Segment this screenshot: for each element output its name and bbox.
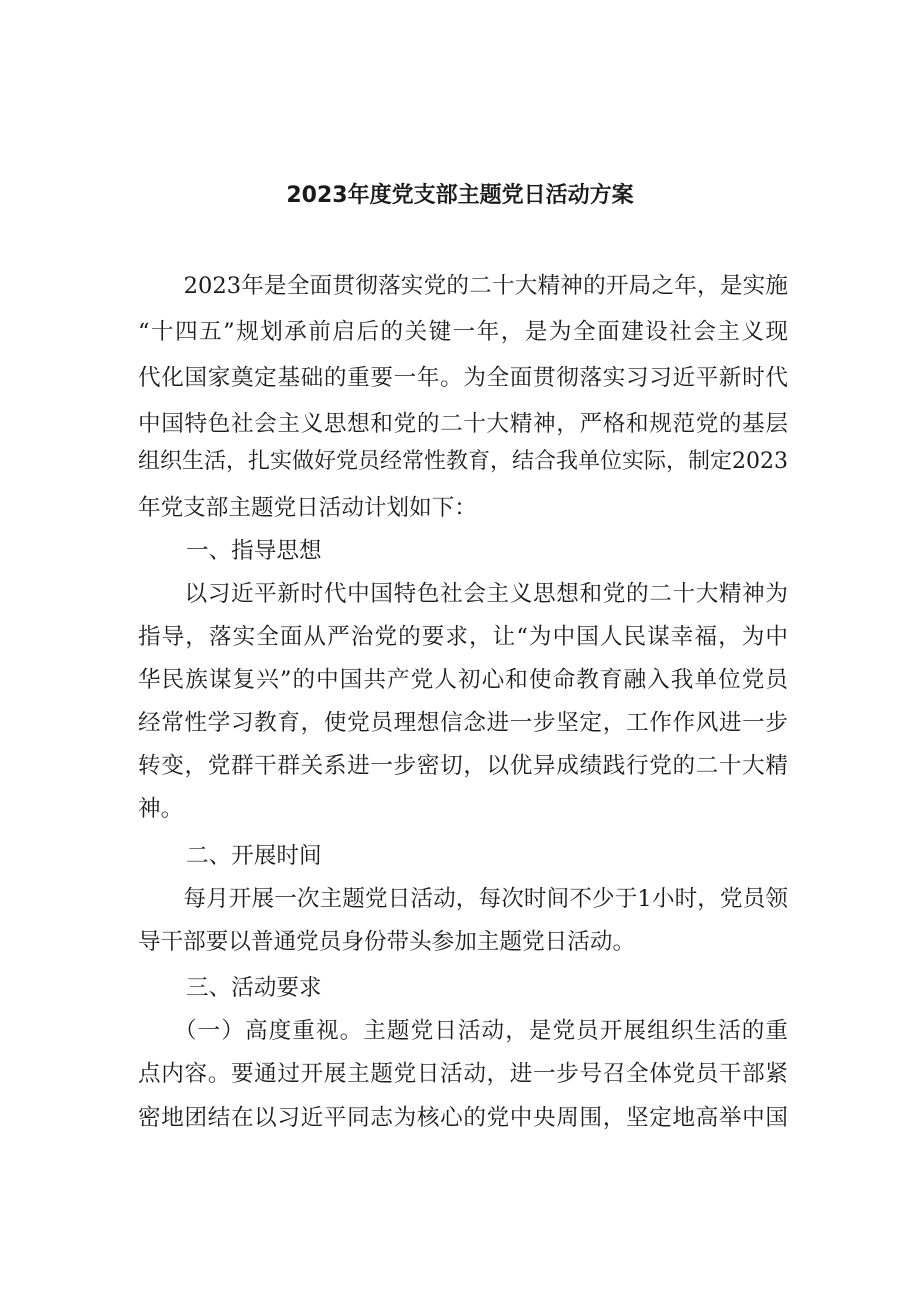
section1-line-4: 经常性学习教育，使党员理想信念进一步坚定，工作作风进一步: [138, 710, 788, 736]
intro-line-5: 组织生活，扎实做好党员经常性教育，结合我单位实际，制定2023: [138, 449, 788, 474]
section1-line-3: 华民族谋复兴”的中国共产党人初心和使命教育融入我单位党员: [138, 667, 788, 693]
intro-line-6: 年党支部主题党日活动计划如下：: [138, 495, 477, 521]
document-title: 2023年度党支部主题党日活动方案: [286, 183, 634, 208]
section3-line-2: 点内容。要通过开展主题党日活动，进一步号召全体党员干部紧: [138, 1061, 788, 1087]
section-heading-requirements: 三、活动要求: [186, 975, 322, 1001]
section3-line-3: 密地团结在以习近平同志为核心的党中央周围，坚定地高举中国: [138, 1105, 788, 1131]
section1-line-6: 神。: [138, 796, 184, 822]
section2-line-1: 每月开展一次主题党日活动，每次时间不少于1小时，党员领: [138, 886, 788, 912]
section2-line-2: 导干部要以普通党员身份带头参加主题党日活动。: [138, 929, 636, 955]
section-heading-schedule: 二、开展时间: [186, 843, 322, 869]
intro-line-2: “十四五”规划承前启后的关键一年，是为全面建设社会主义现: [138, 319, 788, 345]
section1-line-5: 转变，党群干群关系进一步密切，以优异成绩践行党的二十大精: [138, 753, 788, 779]
intro-line-1: 2023年是全面贯彻落实党的二十大精神的开局之年，是实施: [138, 273, 788, 299]
intro-line-3: 代化国家奠定基础的重要一年。为全面贯彻落实习习近平新时代: [138, 365, 788, 391]
section3-line-1: （一）高度重视。主题党日活动，是党员开展组织生活的重: [138, 1018, 788, 1044]
intro-line-4: 中国特色社会主义思想和党的二十大精神，严格和规范党的基层: [138, 411, 788, 437]
section-heading-guiding-ideology: 一、指导思想: [186, 538, 322, 564]
section1-line-1: 以习近平新时代中国特色社会主义思想和党的二十大精神为: [138, 581, 788, 607]
section1-line-2: 指导，落实全面从严治党的要求，让“为中国人民谋幸福，为中: [138, 624, 788, 650]
